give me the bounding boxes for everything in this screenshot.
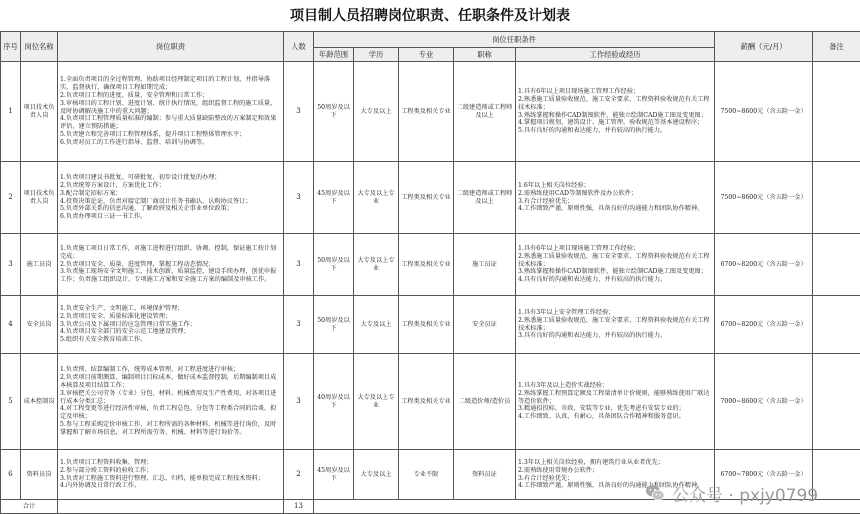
row-experience [516, 234, 715, 296]
list-item: 3.熟练掌握和操作CAD制图软件，能独立绘制CAD施工图及变更图； [518, 112, 712, 120]
list-item: 3.具有良好的沟通和表达能力，并有较高的执行能力。 [518, 332, 712, 340]
row-age: 45周岁及以下 [314, 450, 354, 500]
list-item: 1.负责施工项目日常工作，对施工进程进行组织、协调、控制，保证施工按计划完成； [60, 245, 281, 261]
list-item: 4.负责项目安全部门的安全示范工地建设管理； [60, 328, 281, 336]
total-duties-empty [58, 500, 284, 514]
row-major: 工程类及相关专业 [399, 296, 454, 354]
list-item: 1.负责预、结算编制工作，统筹成本管理、对工程进度进行审核； [60, 366, 281, 374]
header-duties: 岗位职责 [58, 32, 284, 62]
row-count: 3 [284, 296, 314, 354]
list-item: 2.熟悉施工质量验收规范、施工安全要求、工程资料验收规范有关工程技术标准； [518, 253, 712, 269]
list-item: 2.负责项目工程的进度、质量、安全管理和日常工作； [60, 92, 281, 100]
list-item: 3.配合制定招标方案； [60, 190, 281, 198]
table-body [1, 62, 860, 514]
row-duties [58, 296, 284, 354]
list-item: 5.负责建立和完善项目工程管理体系，提升项目工程整体管理水平； [60, 131, 281, 139]
table-row [1, 234, 860, 296]
row-duties [58, 62, 284, 162]
duties-list [60, 245, 281, 285]
duties-list [60, 366, 281, 437]
list-item: 2.需熟练使用CAD等制图软件及办公软件； [518, 190, 712, 198]
row-duties [58, 162, 284, 234]
header-count: 人数 [284, 32, 314, 62]
list-item: 2.熟悉施工质量验收规范、施工安全要求、工程资料验收规范有关工程技术标准； [518, 317, 712, 333]
row-salary: 7500~8600元（含五险一金） [715, 62, 813, 162]
list-item: 3.负责对工程施工资料进行整理、汇总、归档，能单独完成工程技术资料； [60, 475, 281, 483]
table-row [1, 354, 860, 450]
row-education: 大专及以上专业 [354, 162, 399, 234]
row-duties [58, 450, 284, 500]
header-major: 专业 [399, 48, 454, 62]
list-item: 2.负责项目安全、质量标准化建设管理； [60, 313, 281, 321]
header-salary: 薪酬（元/月） [715, 32, 813, 62]
list-item: 3.有合计经验优先； [518, 198, 712, 206]
row-salary: 6700~8200元（含五险一金） [715, 296, 813, 354]
list-item: 2.熟悉施工质量验收规范、施工安全要求、工程资料验收规范有关工程技术标准； [518, 96, 712, 112]
experience-list [518, 245, 712, 285]
experience-list [518, 182, 712, 214]
watermark-text: 公众号 · pxjy0799 [672, 481, 818, 506]
list-item: 1.具有3年以上安全管理工作经验； [518, 309, 712, 317]
row-major: 工程类及相关专业 [399, 62, 454, 162]
list-item: 1.具有6年以上项目现场施工管理工作经验； [518, 245, 712, 253]
list-item: 4.工作细致、认真、有耐心，具备团队合作精神和服务意识。 [518, 413, 712, 421]
duties-list [60, 305, 281, 345]
page-title: 项目制人员招聘岗位职责、任职条件及计划表 [0, 0, 860, 32]
row-education: 大专及以上 [354, 62, 399, 162]
row-salary: 6700~7800元（含五险一金） [715, 450, 813, 500]
row-position: 项目技术负责人岗 [21, 62, 58, 162]
watermark [644, 479, 854, 507]
list-item: 5.负责外部关系的信息沟通，了解政府及相关企事业单位政策； [60, 205, 281, 213]
row-experience [516, 354, 715, 450]
row-duties [58, 354, 284, 450]
row-title: 施工员证 [454, 234, 516, 296]
row-remark [813, 234, 860, 296]
duties-list [60, 76, 281, 147]
header-education: 学历 [354, 48, 399, 62]
row-no: 3 [1, 234, 21, 296]
row-salary: 7500~8600元（含五险一金） [715, 162, 813, 234]
list-item: 4.负责项目工程管理质量标准的编制；参与重大质量缺陷整改的方案制定和效果评估，建立预防措施； [60, 115, 281, 131]
table-row [1, 62, 860, 162]
list-item: 4.工作细致严谨，原则性强，具备良好的沟通能力和团队协作精神。 [518, 482, 712, 490]
table-row [1, 162, 860, 234]
row-education: 大专及以上专业 [354, 354, 399, 450]
row-education: 大专及以上专业 [354, 234, 399, 296]
list-item: 2.负责项目前期测算、编制项目目标成本，做好成本监督控制，后期编制项目成本核算及项目结算工作； [60, 374, 281, 390]
list-item: 1.负责项目建议书批复、可研批复、初步设计批复的办理； [60, 174, 281, 182]
row-experience [516, 162, 715, 234]
list-item: 3.熟练掌握和操作CAD制图软件，能独立绘制CAD施工图及变更图； [518, 268, 712, 276]
row-no: 1 [1, 62, 21, 162]
row-no: 5 [1, 354, 21, 450]
list-item: 1.负责项目工程资料收集、管理； [60, 459, 281, 467]
list-item: 4.具有良好的沟通和表达能力，并有较高的执行能力。 [518, 276, 712, 284]
list-item: 2.熟练掌握工程预算定额及工程量清单计价规则，能够熟练使用广联达等造价软件； [518, 390, 712, 406]
list-item: 5.参与工程采购定价审核工作，对工程所需的各种材料、机械等进行询价，及时掌握和了解市场信息，对工程所需劳务、机械、材料等进行询价等。 [60, 421, 281, 437]
row-count: 3 [284, 354, 314, 450]
list-item: 3.负责公司及下属项目的应急管理日常实施工作； [60, 321, 281, 329]
row-duties [58, 234, 284, 296]
list-item: 1.负责安全生产、文明施工、环境保护管理； [60, 305, 281, 313]
table-row [1, 296, 860, 354]
row-no: 2 [1, 162, 21, 234]
list-item: 1.全面负责项目的全过程管理，协助项目经理制定项目的工程计划、并指导落实，监督执行，确保项目工程如期完成； [60, 76, 281, 92]
header-experience: 工作经验或经历 [516, 48, 715, 62]
list-item: 3.精通招投标、市政、安装等专业，优先考虑有安装专业的； [518, 405, 712, 413]
list-item: 2.负责项目安全、质量、进度管理，掌握工程动态情况； [60, 261, 281, 269]
row-title: 二级建造师或工程师及以上 [454, 62, 516, 162]
list-item: 1.具有3年及以上造价实战经验； [518, 382, 712, 390]
row-no: 4 [1, 296, 21, 354]
list-item: 4.掌握项目规划、建筑设计、施工管理、验收规范等基本建设程序； [518, 119, 712, 127]
experience-list [518, 88, 712, 135]
list-item: 4.对工程变更等进行经济性审核，负责工程总包、分包等工程类合同的洽谈、拟定及审核； [60, 405, 281, 421]
wechat-icon [644, 482, 666, 504]
total-count: 13 [284, 500, 314, 514]
list-item: 6.负责对员工的工作进行指导、监督、培训与协调等。 [60, 139, 281, 147]
list-item: 5.组织有关安全教育培训工作。 [60, 336, 281, 344]
row-salary: 6700~8200元（含五险一金） [715, 234, 813, 296]
list-item: 1.3年以上相关岗位经验，拥有建筑行业从业者优先； [518, 459, 712, 467]
list-item: 5.具有良好的沟通和表达能力，并有较高的执行能力。 [518, 127, 712, 135]
list-item: 3.审核项目的工程计划、进度计划、统计执行情况，组织监督工程的施工质量，及时协调解决施工中的重大问题； [60, 100, 281, 116]
row-count: 3 [284, 234, 314, 296]
row-remark [813, 354, 860, 450]
row-age: 50周岁及以下 [314, 234, 354, 296]
row-major: 工程类及相关专业 [399, 354, 454, 450]
header-position: 岗位名称 [21, 32, 58, 62]
row-count: 3 [284, 162, 314, 234]
duties-list [60, 174, 281, 221]
list-item: 6.负责办理项目三证一书工作。 [60, 213, 281, 221]
row-position: 资料员岗 [21, 450, 58, 500]
experience-list [518, 382, 712, 422]
row-salary: 7000~8600元（含五险一金） [715, 354, 813, 450]
list-item: 3.有合计经验优先； [518, 475, 712, 483]
list-item: 2.参与部分竣工资料的验收工作； [60, 467, 281, 475]
row-remark [813, 296, 860, 354]
list-item: 4.工作细致严谨，原则性强，具备良好的沟通能力和团队协作精神。 [518, 205, 712, 213]
row-major: 工程类及相关专业 [399, 234, 454, 296]
experience-list [518, 309, 712, 341]
row-age: 45周岁及以下 [314, 162, 354, 234]
row-remark [813, 162, 860, 234]
row-age: 50周岁及以下 [314, 296, 354, 354]
row-title: 二级造价师/造价员 [454, 354, 516, 450]
header-title: 职称 [454, 48, 516, 62]
list-item: 1.具有6年以上项目现场施工管理工作经验； [518, 88, 712, 96]
row-position: 施工员岗 [21, 234, 58, 296]
total-label: 合计 [1, 500, 58, 514]
row-title: 资料员证 [454, 450, 516, 500]
list-item: 2.负责统筹方案设计，方案优化工作； [60, 182, 281, 190]
list-item: 3.负责施工现场安全文明施工，技术创新、质量监控、建设手续办理，创优申报工作；负责施工组织设计、专项施工方案和安全施工方案的编制及审核工作。 [60, 268, 281, 284]
header-no: 序号 [1, 32, 21, 62]
row-no: 6 [1, 450, 21, 500]
row-remark [813, 62, 860, 162]
list-item: 1.6年以上相关岗位经验； [518, 182, 712, 190]
row-major: 专业不限 [399, 450, 454, 500]
row-position: 成本控制岗 [21, 354, 58, 450]
row-major: 工程类及相关专业 [399, 162, 454, 234]
header-requirements: 岗位任职条件 [314, 32, 715, 48]
row-age: 50周岁及以下 [314, 62, 354, 162]
row-age: 40周岁及以下 [314, 354, 354, 450]
row-title: 安全员证 [454, 296, 516, 354]
duties-list [60, 459, 281, 491]
recruitment-table [0, 31, 860, 514]
list-item: 4.投资决策论证，负责对接定制厂商设计任务书确认、认购协议签订； [60, 198, 281, 206]
row-count: 2 [284, 450, 314, 500]
header-age: 年龄范围 [314, 48, 354, 62]
row-experience [516, 296, 715, 354]
row-title: 二级建造师或工程师及以上 [454, 162, 516, 234]
row-count: 3 [284, 62, 314, 162]
list-item: 3.审核把关公司劳务（专业）分包、材料、机械费用及生产性费用，对各项目进行成本分类汇总； [60, 390, 281, 406]
list-item: 2.需熟练使用常规办公软件； [518, 467, 712, 475]
header-remark: 备注 [813, 32, 860, 62]
list-item: 4.内外协调及日常行政工作。 [60, 482, 281, 490]
row-education: 大专及以上 [354, 450, 399, 500]
row-position: 项目技术负责人岗 [21, 162, 58, 234]
row-position: 安全员岗 [21, 296, 58, 354]
row-education: 大专及以上 [354, 296, 399, 354]
row-experience [516, 62, 715, 162]
